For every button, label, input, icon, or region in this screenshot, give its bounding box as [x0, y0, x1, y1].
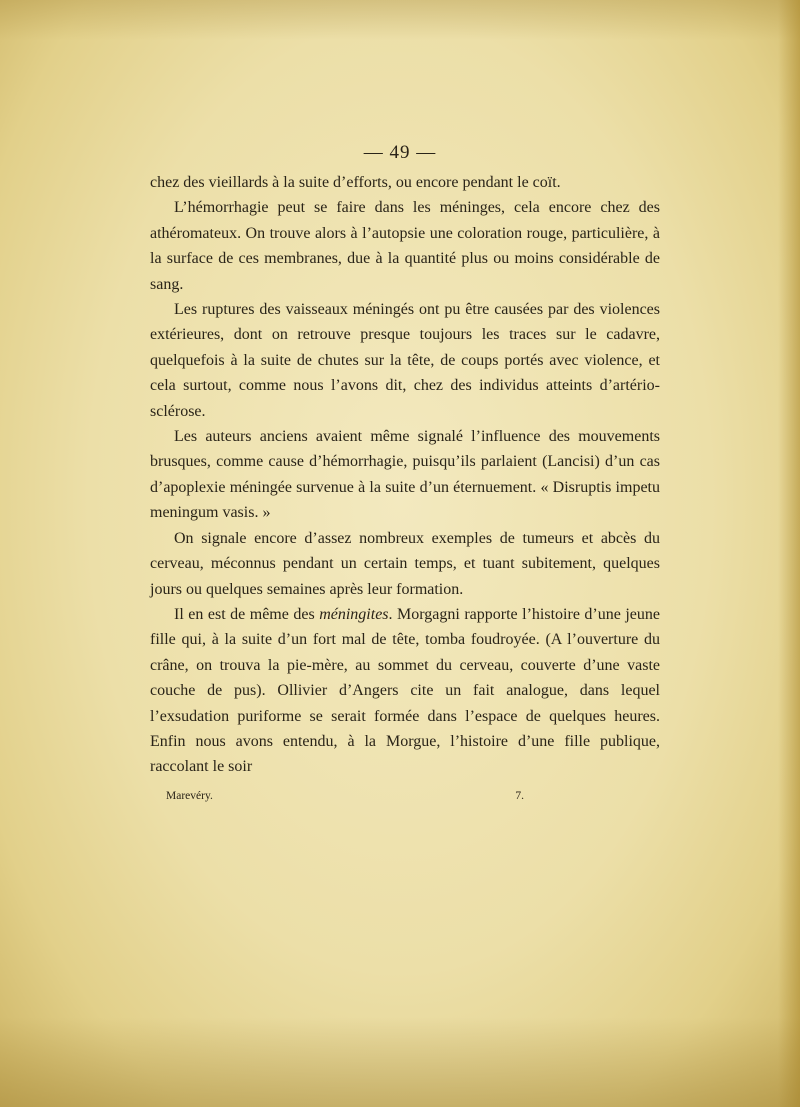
paragraph-5: On signale encore d’assez nombreux exemples de tumeurs et abcès du cerveau, méconnus pendant un certain temps, et tuant subitement, quelques jours ou quelques semaines après leur formation. — [150, 529, 660, 598]
paper-edge-right — [778, 0, 800, 1107]
paper-edge-top — [0, 0, 800, 40]
body-text — [150, 170, 660, 780]
paragraph-3: Les ruptures des vaisseaux méningés ont pu être causées par des violences extérieures, dont on retrouve presque toujours les traces sur le cadavre, quelquefois à la suite de chutes sur la tête, de coups portés avec violence, et cela surtout, comme nous l’avons dit, chez des individus atteints d’artério-sclérose. — [150, 301, 660, 420]
footer-author: Marevéry. — [166, 790, 213, 802]
footer-signature: 7. — [515, 790, 524, 802]
page-number: — 49 — — [363, 142, 437, 163]
paragraph-1: chez des vieillards à la suite d’efforts, ou encore pendant le coït. — [150, 174, 561, 191]
paragraph-6-rest: . Morgagni rapporte l’histoire d’une jeune fille qui, à la suite d’un fort mal de tête, tomba foudroyée. (A l’ouverture du crâne, on trouva la pie-mère, au sommet du cerveau, couverte d’une vaste couche de pus). Ollivier d’Angers cite un fait analogue, dans lequel l’exsudation puriforme se serait formée dans l’espace de quelques heures. Enfin nous avons entendu, à la Morgue, l’histoire d’une fille publique, raccolant le soir — [150, 605, 661, 776]
italic-term: méningites — [319, 605, 389, 623]
paragraph-2: L’hémorrhagie peut se faire dans les méninges, cela encore chez des athéromateux. On trouve alors à l’autopsie une coloration rouge, particulière, à la surface de ces membranes, due à la quantité plus ou moins considérable de sang. — [150, 199, 660, 293]
paper-edge-bottom — [0, 1017, 800, 1107]
paragraph-4: Les auteurs anciens avaient même signalé l’influence des mouvements brusques, comme cause d’hémorrhagie, puisqu’ils parlaient (Lancisi) d’un cas d’apoplexie méningée survenue à la suite d’un éternuement. « Disruptis impetu meningum vasis. » — [150, 428, 660, 522]
page-footer — [166, 790, 646, 802]
paragraph-6 — [150, 602, 660, 780]
paragraph-6-start: Il en est de même des — [174, 605, 320, 623]
